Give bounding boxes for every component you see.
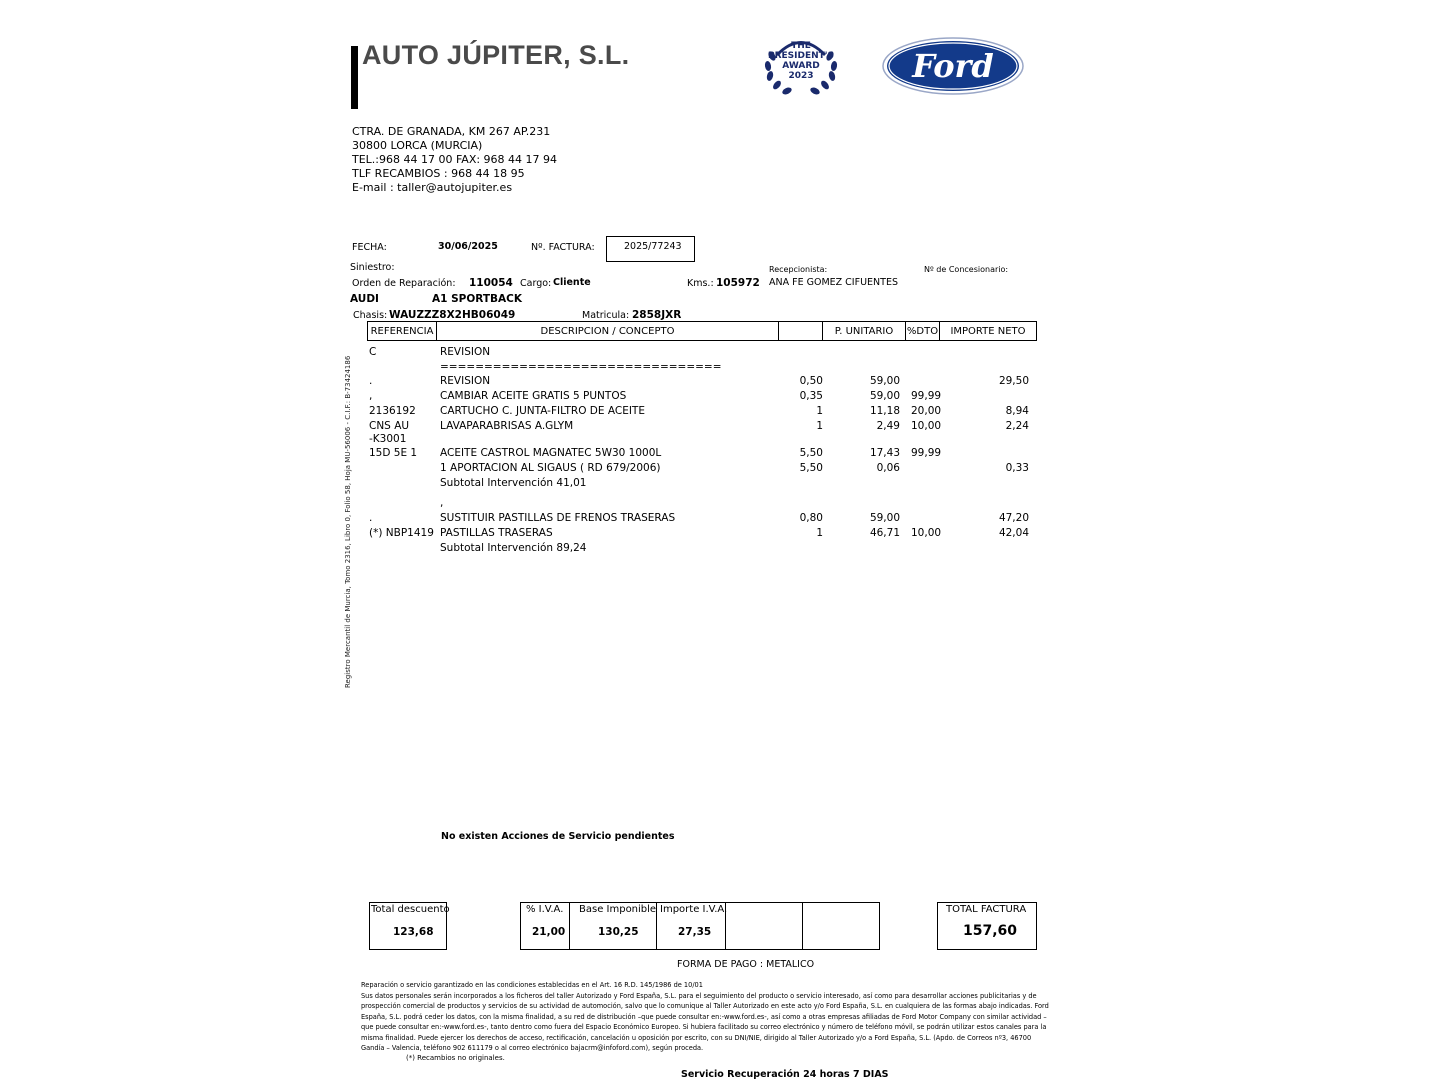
row-referencia: C bbox=[369, 346, 377, 358]
recepcionista-value: ANA FE GOMEZ CIFUENTES bbox=[769, 277, 898, 288]
row-descripcion: 1 APORTACION AL SIGAUS ( RD 679/2006) bbox=[440, 462, 661, 474]
base-imponible-value: 130,25 bbox=[598, 926, 639, 938]
row-importe-neto: 29,50 bbox=[998, 375, 1029, 387]
address-line-1: CTRA. DE GRANADA, KM 267 AP.231 bbox=[352, 125, 551, 138]
presidents-award-logo bbox=[762, 34, 840, 98]
factura-label: Nº. FACTURA: bbox=[531, 242, 595, 253]
row-importe-neto: 0,33 bbox=[1005, 462, 1029, 474]
concesionario-label: Nº de Concesionario: bbox=[924, 265, 1009, 274]
header-dto: %DTO bbox=[906, 322, 940, 340]
header-cantidad bbox=[779, 322, 823, 340]
recepcionista-label: Recepcionista: bbox=[769, 265, 828, 274]
service-recovery-note: Servicio Recuperación 24 horas 7 DIAS bbox=[681, 1069, 889, 1080]
row-importe-neto: 42,04 bbox=[998, 527, 1029, 539]
orden-label: Orden de Reparación: bbox=[352, 278, 456, 289]
row-referencia: , bbox=[369, 390, 373, 402]
row-descuento: 20,00 bbox=[911, 405, 942, 417]
fecha-value: 30/06/2025 bbox=[438, 241, 498, 252]
row-referencia: CNS AU bbox=[369, 420, 410, 432]
importe-iva-label: Importe I.V.A. bbox=[660, 904, 728, 915]
table-row bbox=[0, 542, 1440, 557]
address-line-5: E-mail : taller@autojupiter.es bbox=[352, 181, 513, 194]
header-descripcion: DESCRIPCION / CONCEPTO bbox=[437, 322, 779, 340]
row-cantidad: 1 bbox=[816, 405, 823, 417]
row-cantidad: 1 bbox=[816, 527, 823, 539]
row-cantidad: 5,50 bbox=[799, 462, 823, 474]
vehicle-model: A1 SPORTBACK bbox=[432, 293, 523, 305]
award-line-2: PRESIDENT'S bbox=[767, 51, 835, 61]
kms-label: Kms.: bbox=[687, 278, 714, 289]
fecha-label: FECHA: bbox=[352, 242, 387, 253]
row-cantidad: 0,80 bbox=[799, 512, 823, 524]
iva-divider-4 bbox=[802, 902, 803, 950]
row-descuento: 10,00 bbox=[911, 420, 942, 432]
address-line-4: TLF RECAMBIOS : 968 44 18 95 bbox=[352, 167, 525, 180]
row-precio-unitario: 46,71 bbox=[869, 527, 900, 539]
row-referencia: (*) NBP1419 bbox=[369, 527, 434, 539]
table-row bbox=[0, 527, 1440, 542]
matricula-label: Matricula: bbox=[582, 310, 630, 321]
row-precio-unitario: 59,00 bbox=[869, 390, 900, 402]
row-descripcion: REVISION bbox=[440, 375, 491, 387]
row-precio-unitario: 59,00 bbox=[869, 375, 900, 387]
total-descuento-label: Total descuento bbox=[371, 904, 450, 915]
pending-actions-note: No existen Acciones de Servicio pendientes bbox=[441, 831, 675, 842]
row-referencia: 2136192 bbox=[369, 405, 416, 417]
award-line-1: THE bbox=[791, 41, 811, 51]
header-importe: IMPORTE NETO bbox=[950, 326, 1026, 337]
header-referencia: REFERENCIA bbox=[368, 322, 437, 340]
company-accent-bar bbox=[351, 46, 358, 109]
siniestro-label: Siniestro: bbox=[350, 262, 395, 273]
iva-divider-2 bbox=[656, 902, 657, 950]
row-referencia: 15D 5E 1 bbox=[369, 447, 418, 459]
total-factura-label: TOTAL FACTURA bbox=[946, 904, 1027, 915]
row-descripcion: LAVAPARABRISAS A.GLYM bbox=[440, 420, 574, 432]
row-descuento: 99,99 bbox=[911, 447, 942, 459]
row-descripcion: ================================ bbox=[440, 361, 722, 373]
forma-de-pago: FORMA DE PAGO : METALICO bbox=[677, 959, 815, 970]
base-imponible-label: Base Imponible bbox=[579, 904, 657, 915]
address-line-2: 30800 LORCA (MURCIA) bbox=[352, 139, 483, 152]
table-header bbox=[367, 321, 1037, 341]
cargo-label: Cargo: bbox=[520, 278, 552, 289]
ford-logo bbox=[882, 37, 1024, 95]
company-name: AUTO JÚPITER, S.L. bbox=[362, 40, 630, 70]
table-row bbox=[0, 433, 1440, 448]
table-row bbox=[0, 346, 1440, 361]
row-precio-unitario: 59,00 bbox=[869, 512, 900, 524]
address-line-3: TEL.:968 44 17 00 FAX: 968 44 17 94 bbox=[352, 153, 558, 166]
row-importe-neto: 2,24 bbox=[1005, 420, 1029, 432]
factura-value: 2025/77243 bbox=[624, 241, 682, 252]
table-row bbox=[0, 497, 1440, 512]
row-cantidad: 0,35 bbox=[799, 390, 823, 402]
table-row bbox=[0, 375, 1440, 390]
table-row bbox=[0, 390, 1440, 405]
vehicle-make: AUDI bbox=[350, 293, 379, 305]
row-descuento: 10,00 bbox=[911, 527, 942, 539]
chasis-label: Chasis: bbox=[353, 310, 388, 321]
award-line-4: 2023 bbox=[788, 71, 814, 81]
row-precio-unitario: 0,06 bbox=[876, 462, 900, 474]
row-referencia: . bbox=[369, 375, 373, 387]
row-precio-unitario: 11,18 bbox=[869, 405, 900, 417]
iva-pct-value: 21,00 bbox=[532, 926, 566, 938]
row-cantidad: 1 bbox=[816, 420, 823, 432]
award-line-3: AWARD bbox=[782, 61, 820, 71]
row-precio-unitario: 17,43 bbox=[869, 447, 900, 459]
non-original-parts-note: (*) Recambios no originales. bbox=[406, 1054, 505, 1062]
row-referencia: -K3001 bbox=[369, 433, 407, 445]
ford-logo-text: Ford bbox=[912, 47, 994, 85]
row-descripcion: Subtotal Intervención 41,01 bbox=[440, 477, 587, 489]
row-descripcion: Subtotal Intervención 89,24 bbox=[440, 542, 587, 554]
table-row bbox=[0, 447, 1440, 462]
importe-iva-value: 27,35 bbox=[678, 926, 712, 938]
total-factura-value: 157,60 bbox=[963, 923, 1018, 939]
chasis-value: WAUZZZ8X2HB06049 bbox=[389, 309, 516, 321]
table-row bbox=[0, 512, 1440, 527]
iva-divider-1 bbox=[569, 902, 570, 950]
legal-privacy: Sus datos personales serán incorporados a los ficheros del taller Autorizado y Ford España, S.L. para el seguimiento del producto o servicio interesado, así como para desarrollar acciones publicitarias y de prospección comercial de productos y servicios de su actividad de automoción, salvo que lo comunique al Taller Autorizado en este acto y/o Ford España, S.L. en cualquiera de las formas abajo indicadas. Ford España, S.L. podrá ceder los datos, con la misma finalidad, a su red de distribución –que puede consultar en:-www.ford.es-, así como a otras empresas afiliadas de Ford Motor Company con similar actividad –que puede consultar en:-www.ford.es-, tanto dentro como fuera del Espacio Económico Europeo. Si hubiera facilitado su correo electrónico y número de teléfono móvil, se podrán utilizar estos canales para la misma finalidad. Puede ejercer los derechos de acceso, rectificación, cancelación u oposición por escrito, con su DNI/NIE, dirigido al Taller Autorizado y/o a Ford España, S.L. (Apdo. de Correos nº3, 46700 Gandía – Valencia, teléfono 902 611179 o al correo electrónico bajacrm@infoford.com), según proceda. bbox=[361, 992, 1049, 1053]
row-referencia: . bbox=[369, 512, 373, 524]
cargo-value: Cliente bbox=[553, 277, 591, 288]
row-cantidad: 0,50 bbox=[799, 375, 823, 387]
orden-value: 110054 bbox=[469, 277, 513, 289]
row-descripcion: REVISION bbox=[440, 346, 491, 358]
matricula-value: 2858JXR bbox=[632, 309, 682, 321]
row-descripcion: CAMBIAR ACEITE GRATIS 5 PUNTOS bbox=[440, 390, 627, 402]
legal-warranty: Reparación o servicio garantizado en las condiciones establecidas en el Art. 16 R.D. 145/1986 de 10/01 bbox=[361, 981, 703, 989]
iva-pct-label: % I.V.A. bbox=[526, 904, 564, 915]
row-importe-neto: 8,94 bbox=[1005, 405, 1029, 417]
row-descuento: 99,99 bbox=[911, 390, 942, 402]
row-descripcion: PASTILLAS TRASERAS bbox=[440, 527, 553, 539]
table-row bbox=[0, 462, 1440, 477]
row-precio-unitario: 2,49 bbox=[876, 420, 900, 432]
row-descripcion: ACEITE CASTROL MAGNATEC 5W30 1000L bbox=[440, 447, 662, 459]
row-descripcion: SUSTITUIR PASTILLAS DE FRENOS TRASERAS bbox=[440, 512, 676, 524]
table-row bbox=[0, 477, 1440, 492]
row-descripcion: CARTUCHO C. JUNTA-FILTRO DE ACEITE bbox=[440, 405, 645, 417]
table-row bbox=[0, 405, 1440, 420]
row-descripcion: , bbox=[440, 497, 444, 509]
total-descuento-value: 123,68 bbox=[393, 926, 434, 938]
row-cantidad: 5,50 bbox=[799, 447, 823, 459]
header-precio: P. UNITARIO bbox=[823, 322, 906, 340]
registro-mercantil-text: Registro Mercantil de Murcia, Tomo 2316, Libro 0, Folio 58, Hoja MU-56006 - C.I.F.: B-73424186 bbox=[344, 355, 352, 688]
table-row bbox=[0, 361, 1440, 376]
kms-value: 105972 bbox=[716, 277, 760, 289]
row-importe-neto: 47,20 bbox=[998, 512, 1029, 524]
